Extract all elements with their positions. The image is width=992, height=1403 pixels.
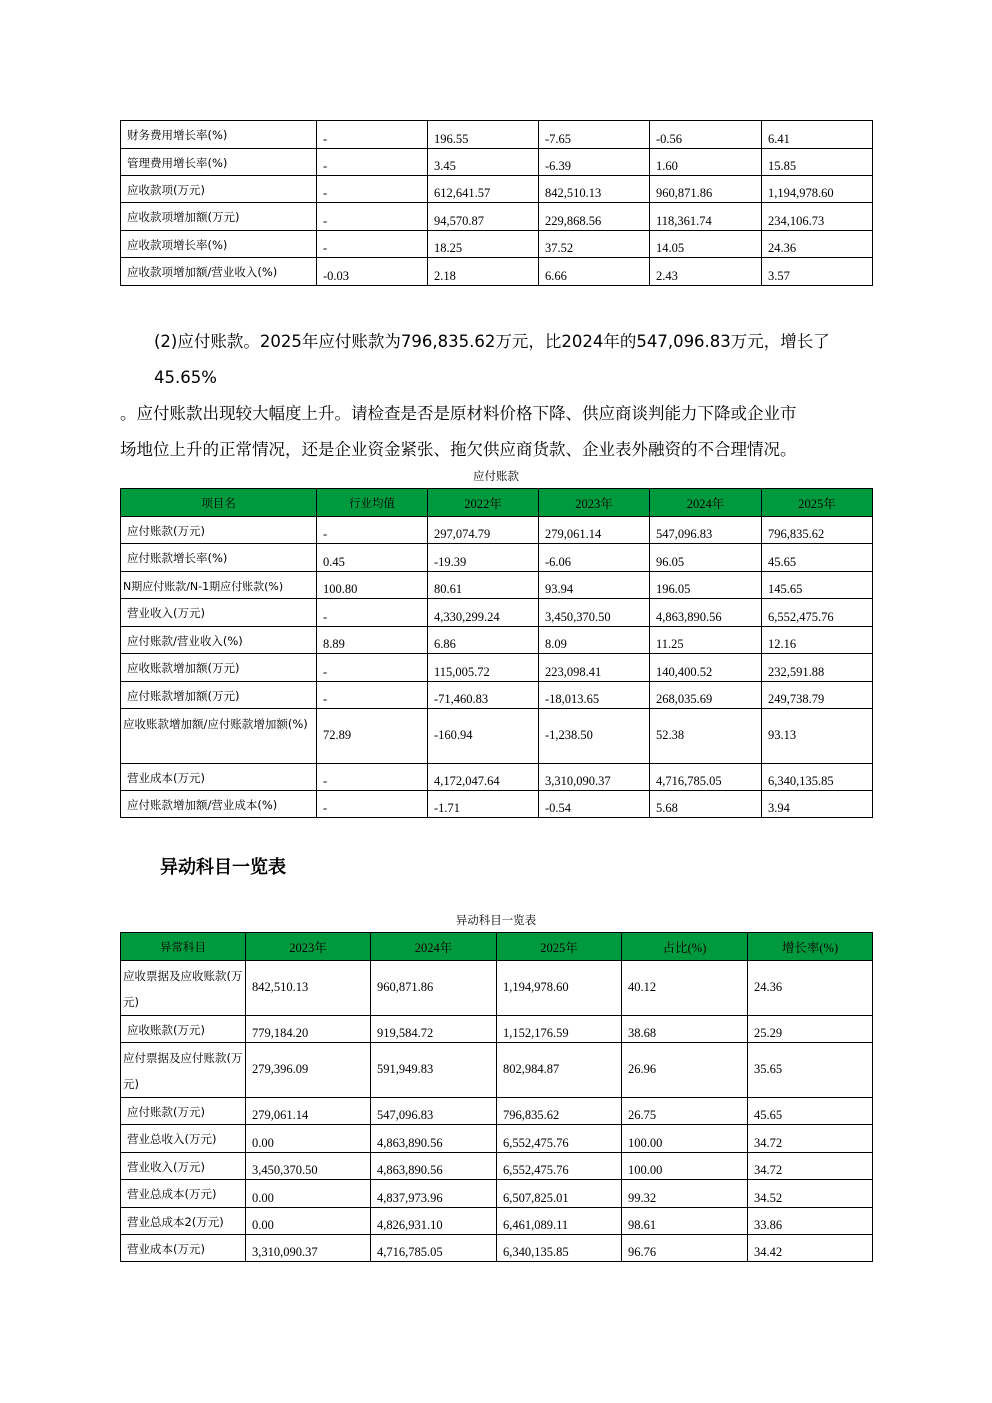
row-label: 营业总成本(万元): [121, 1180, 246, 1208]
table-cell: 145.65: [762, 572, 873, 599]
column-header: 2023年: [246, 933, 371, 961]
table-cell: 0.45: [317, 544, 428, 572]
paragraph-line: 。应付账款出现较大幅度上升。请检查是否是原材料价格下降、供应商谈判能力下降或企业市: [120, 404, 797, 423]
table-cell: 919,584.72: [371, 1016, 497, 1043]
table-cell: 279,061.14: [539, 517, 650, 544]
row-label: 营业总收入(万元): [121, 1125, 246, 1153]
table-cell: 34.42: [748, 1235, 873, 1262]
table-cell: 3,450,370.50: [539, 599, 650, 627]
table-cell: 232,591.88: [762, 654, 873, 682]
table-cell: 15.85: [762, 149, 873, 176]
table-cell: 234,106.73: [762, 203, 873, 231]
table-cell: -160.94: [428, 709, 539, 764]
table-cell: -0.56: [650, 121, 762, 149]
column-header: 2022年: [428, 489, 539, 517]
table-cell: 98.61: [622, 1208, 748, 1235]
table-cell: 4,330,299.24: [428, 599, 539, 627]
table-cell: 24.36: [762, 231, 873, 258]
table-row: [121, 1125, 873, 1153]
table-cell: 24.36: [748, 961, 873, 1016]
table-cell: 4,863,890.56: [371, 1125, 497, 1153]
table-row: [121, 231, 873, 258]
column-header: 异常科目: [121, 933, 246, 961]
table-cell: 0.00: [246, 1125, 371, 1153]
table-cell: 100.00: [622, 1125, 748, 1153]
table-row: [121, 599, 873, 627]
row-label: 应付账款(万元): [121, 1098, 246, 1125]
table-cell: 279,061.14: [246, 1098, 371, 1125]
row-label: 应收账款增加额/应付账款增加额(%): [121, 709, 317, 764]
table-cell: 6,552,475.76: [762, 599, 873, 627]
table-cell: 229,868.56: [539, 203, 650, 231]
table-cell: -19.39: [428, 544, 539, 572]
table-cell: 6,461,089.11: [497, 1208, 622, 1235]
table-cell: 268,035.69: [650, 682, 762, 709]
table-cell: 33.86: [748, 1208, 873, 1235]
row-label: N期应付账款/N-1期应付账款(%): [121, 572, 317, 599]
row-label: 应付账款增长率(%): [121, 544, 317, 572]
table-cell: 0.00: [246, 1208, 371, 1235]
table-cell: -: [317, 654, 428, 682]
table-cell: 35.65: [748, 1043, 873, 1098]
table-cell: 6.41: [762, 121, 873, 149]
table-cell: 94,570.87: [428, 203, 539, 231]
table-cell: 612,641.57: [428, 176, 539, 203]
table-cell: 11.25: [650, 627, 762, 654]
table-cell: -: [317, 599, 428, 627]
table-row: [121, 176, 873, 203]
table-cell: 6.66: [539, 258, 650, 286]
table-cell: -0.54: [539, 791, 650, 818]
row-label: 应付票据及应付账款(万元): [121, 1043, 246, 1098]
table-cell: -6.39: [539, 149, 650, 176]
table-row: [121, 572, 873, 599]
table-cell: 4,172,047.64: [428, 764, 539, 791]
column-header: 项目名: [121, 489, 317, 517]
table-cell: -: [317, 682, 428, 709]
table-row: [121, 544, 873, 572]
table-row: [121, 149, 873, 176]
table-cell: -: [317, 203, 428, 231]
row-label: 应收款项增加额(万元): [121, 203, 317, 231]
table-cell: 4,826,931.10: [371, 1208, 497, 1235]
row-label: 财务费用增长率(%): [121, 121, 317, 149]
table-cell: 196.55: [428, 121, 539, 149]
column-header: 占比(%): [622, 933, 748, 961]
column-header: 2024年: [650, 489, 762, 517]
table-cell: 25.29: [748, 1016, 873, 1043]
accounts-payable-paragraph: [120, 324, 890, 468]
table-cell: 796,835.62: [762, 517, 873, 544]
column-header: 增长率(%): [748, 933, 873, 961]
column-header: 2025年: [497, 933, 622, 961]
table-cell: 297,074.79: [428, 517, 539, 544]
abnormal-items-table: [120, 932, 873, 1262]
table-cell: 118,361.74: [650, 203, 762, 231]
table-cell: -1.71: [428, 791, 539, 818]
paragraph-line: (2)应付账款。2025年应付账款为796,835.62万元，比2024年的547,096.83万元，增长了45.65%: [154, 332, 830, 387]
table-row: [121, 1235, 873, 1262]
table-cell: 3.45: [428, 149, 539, 176]
table-cell: 4,716,785.05: [371, 1235, 497, 1262]
table-row: [121, 203, 873, 231]
table-cell: 45.65: [748, 1098, 873, 1125]
table-cell: 960,871.86: [371, 961, 497, 1016]
table-cell: -: [317, 176, 428, 203]
table-cell: 100.80: [317, 572, 428, 599]
table-cell: 3,310,090.37: [539, 764, 650, 791]
row-label: 应收款项增长率(%): [121, 231, 317, 258]
table-cell: 279,396.09: [246, 1043, 371, 1098]
table-cell: 547,096.83: [650, 517, 762, 544]
table-cell: 223,098.41: [539, 654, 650, 682]
table-cell: 547,096.83: [371, 1098, 497, 1125]
table-row: [121, 709, 873, 764]
row-label: 营业收入(万元): [121, 1153, 246, 1180]
table-cell: 45.65: [762, 544, 873, 572]
expense-receivables-table: [120, 120, 873, 286]
table-row: [121, 1180, 873, 1208]
table-cell: 100.00: [622, 1153, 748, 1180]
table-cell: 80.61: [428, 572, 539, 599]
table-cell: 802,984.87: [497, 1043, 622, 1098]
row-label: 应收款项(万元): [121, 176, 317, 203]
table-cell: 26.96: [622, 1043, 748, 1098]
table-cell: 40.12: [622, 961, 748, 1016]
table-cell: 8.89: [317, 627, 428, 654]
table-cell: -71,460.83: [428, 682, 539, 709]
table-cell: 26.75: [622, 1098, 748, 1125]
table-cell: -: [317, 149, 428, 176]
table-cell: 96.76: [622, 1235, 748, 1262]
table-cell: 37.52: [539, 231, 650, 258]
table-cell: 1.60: [650, 149, 762, 176]
table-cell: -: [317, 231, 428, 258]
table-header-row: [121, 489, 873, 517]
row-label: 应付账款/营业收入(%): [121, 627, 317, 654]
table-row: [121, 1153, 873, 1180]
table-row: [121, 1016, 873, 1043]
table-cell: -: [317, 121, 428, 149]
column-header: 2023年: [539, 489, 650, 517]
table-cell: 6,507,825.01: [497, 1180, 622, 1208]
row-label: 管理费用增长率(%): [121, 149, 317, 176]
table-cell: 196.05: [650, 572, 762, 599]
row-label: 应收账款(万元): [121, 1016, 246, 1043]
row-label: 应付账款增加额(万元): [121, 682, 317, 709]
table-row: [121, 1098, 873, 1125]
table-cell: 0.00: [246, 1180, 371, 1208]
table-cell: -: [317, 517, 428, 544]
accounts-payable-table: [120, 488, 873, 818]
table-cell: -18,013.65: [539, 682, 650, 709]
table-cell: 93.13: [762, 709, 873, 764]
row-label: 应收款项增加额/营业收入(%): [121, 258, 317, 286]
table-row: [121, 1043, 873, 1098]
table-cell: 4,863,890.56: [650, 599, 762, 627]
table-row: [121, 627, 873, 654]
table-cell: 1,194,978.60: [762, 176, 873, 203]
table-cell: 1,152,176.59: [497, 1016, 622, 1043]
table-cell: 4,716,785.05: [650, 764, 762, 791]
table-cell: 14.05: [650, 231, 762, 258]
table-cell: -1,238.50: [539, 709, 650, 764]
table-cell: -0.03: [317, 258, 428, 286]
table-cell: 115,005.72: [428, 654, 539, 682]
column-header: 2025年: [762, 489, 873, 517]
table-row: [121, 1208, 873, 1235]
table-header-row: [121, 933, 873, 961]
row-label: 营业总成本2(万元): [121, 1208, 246, 1235]
table-caption: 应付账款: [473, 469, 519, 483]
row-label: 应收票据及应收账款(万元): [121, 961, 246, 1016]
table-cell: 4,863,890.56: [371, 1153, 497, 1180]
table-cell: 2.18: [428, 258, 539, 286]
table-row: [121, 961, 873, 1016]
table-cell: 6,552,475.76: [497, 1125, 622, 1153]
table-cell: -7.65: [539, 121, 650, 149]
table-cell: 6,552,475.76: [497, 1153, 622, 1180]
table-cell: 796,835.62: [497, 1098, 622, 1125]
table-row: [121, 764, 873, 791]
table-row: [121, 791, 873, 818]
table-cell: 38.68: [622, 1016, 748, 1043]
table-cell: 3,310,090.37: [246, 1235, 371, 1262]
table-row: [121, 682, 873, 709]
row-label: 营业成本(万元): [121, 764, 317, 791]
column-header: 2024年: [371, 933, 497, 961]
table-row: [121, 654, 873, 682]
table-cell: 34.52: [748, 1180, 873, 1208]
table-cell: 12.16: [762, 627, 873, 654]
table-cell: 1,194,978.60: [497, 961, 622, 1016]
table-cell: 6,340,135.85: [762, 764, 873, 791]
table-cell: 34.72: [748, 1153, 873, 1180]
row-label: 营业成本(万元): [121, 1235, 246, 1262]
table-cell: 2.43: [650, 258, 762, 286]
table-cell: 6,340,135.85: [497, 1235, 622, 1262]
table-cell: 6.86: [428, 627, 539, 654]
table-cell: 249,738.79: [762, 682, 873, 709]
table-cell: 34.72: [748, 1125, 873, 1153]
table-cell: 779,184.20: [246, 1016, 371, 1043]
table-cell: -: [317, 764, 428, 791]
table-cell: 3.94: [762, 791, 873, 818]
table-cell: 96.05: [650, 544, 762, 572]
paragraph-line: 场地位上升的正常情况，还是企业资金紧张、拖欠供应商货款、企业表外融资的不合理情况。: [120, 440, 797, 459]
table-cell: 3.57: [762, 258, 873, 286]
column-header: 行业均值: [317, 489, 428, 517]
row-label: 营业收入(万元): [121, 599, 317, 627]
table-cell: 842,510.13: [246, 961, 371, 1016]
table-cell: 591,949.83: [371, 1043, 497, 1098]
row-label: 应付账款增加额/营业成本(%): [121, 791, 317, 818]
table-cell: 3,450,370.50: [246, 1153, 371, 1180]
table-cell: 99.32: [622, 1180, 748, 1208]
table-row: [121, 121, 873, 149]
table-cell: 960,871.86: [650, 176, 762, 203]
table-cell: 140,400.52: [650, 654, 762, 682]
table-cell: 52.38: [650, 709, 762, 764]
table-row: [121, 517, 873, 544]
table-cell: 5.68: [650, 791, 762, 818]
table-cell: 18.25: [428, 231, 539, 258]
table-cell: -6.06: [539, 544, 650, 572]
table-cell: 4,837,973.96: [371, 1180, 497, 1208]
table-cell: 93.94: [539, 572, 650, 599]
row-label: 应收账款增加额(万元): [121, 654, 317, 682]
table-row: [121, 258, 873, 286]
row-label: 应付账款(万元): [121, 517, 317, 544]
table-cell: 8.09: [539, 627, 650, 654]
table-caption: 异动科目一览表: [455, 913, 537, 927]
table-cell: -: [317, 791, 428, 818]
table-cell: 72.89: [317, 709, 428, 764]
section-heading: 异动科目一览表: [160, 857, 286, 878]
table-cell: 842,510.13: [539, 176, 650, 203]
